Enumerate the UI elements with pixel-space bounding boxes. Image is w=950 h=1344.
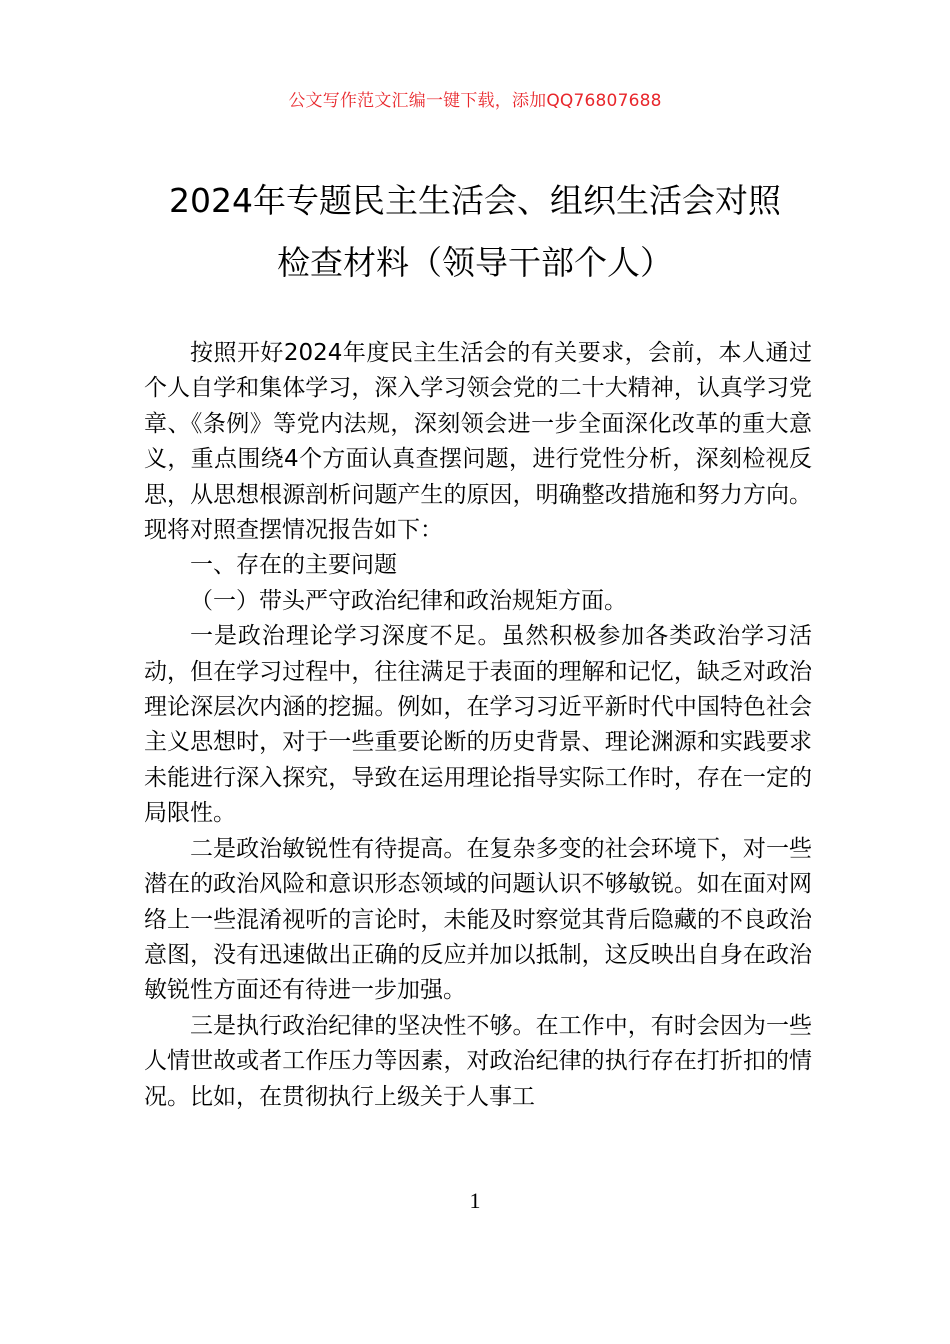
paragraph-intro: 按照开好2024年度民主生活会的有关要求，会前，本人通过个人自学和集体学习，深入学习领会党的二十大精神，认真学习党章、《条例》等党内法规，深刻领会进一步全面深化改革的重大意义，重点围绕4个方面认真查摆问题，进行党性分析，深刻检视反思，从思想根源剖析问题产生的原因，明确整改措施和努力方向。现将对照查摆情况报告如下： (144, 340, 812, 544)
title-line-1: 2024年专题民主生活会、组织生活会对照 (169, 181, 781, 220)
paragraph-point-2: 二是政治敏锐性有待提高。在复杂多变的社会环境下，对一些潜在的政治风险和意识形态领域的问题认识不够敏锐。如在面对网络上一些混淆视听的言论时，未能及时察觉其背后隐藏的不良政治意图，没有迅速做出正确的反应并加以抵制，这反映出自身在政治敏锐性方面还有待进一步加强。 (144, 835, 812, 1004)
subsection-heading: （一）带头严守政治纪律和政治规矩方面。 (190, 587, 627, 614)
section-heading: 一、存在的主要问题 (190, 552, 397, 579)
document-title (120, 170, 830, 294)
page-number: 1 (469, 1188, 481, 1213)
document-body (144, 336, 812, 1115)
paragraph-point-1: 一是政治理论学习深度不足。虽然积极参加各类政治学习活动，但在学习过程中，往往满足于表面的理解和记忆，缺乏对政治理论深层次内涵的挖掘。例如，在学习习近平新时代中国特色社会主义思想时，对于一些重要论断的历史背景、理论渊源和实践要求未能进行深入探究，导致在运用理论指导实际工作时，存在一定的局限性。 (144, 623, 812, 827)
header-download-note: 公文写作范文汇编一键下载，添加QQ76807688 (288, 91, 662, 111)
paragraph-point-3: 三是执行政治纪律的坚决性不够。在工作中，有时会因为一些人情世故或者工作压力等因素，对政治纪律的执行存在打折扣的情况。比如，在贯彻执行上级关于人事工 (144, 1012, 812, 1110)
title-line-2: 检查材料（领导干部个人） (277, 243, 673, 282)
